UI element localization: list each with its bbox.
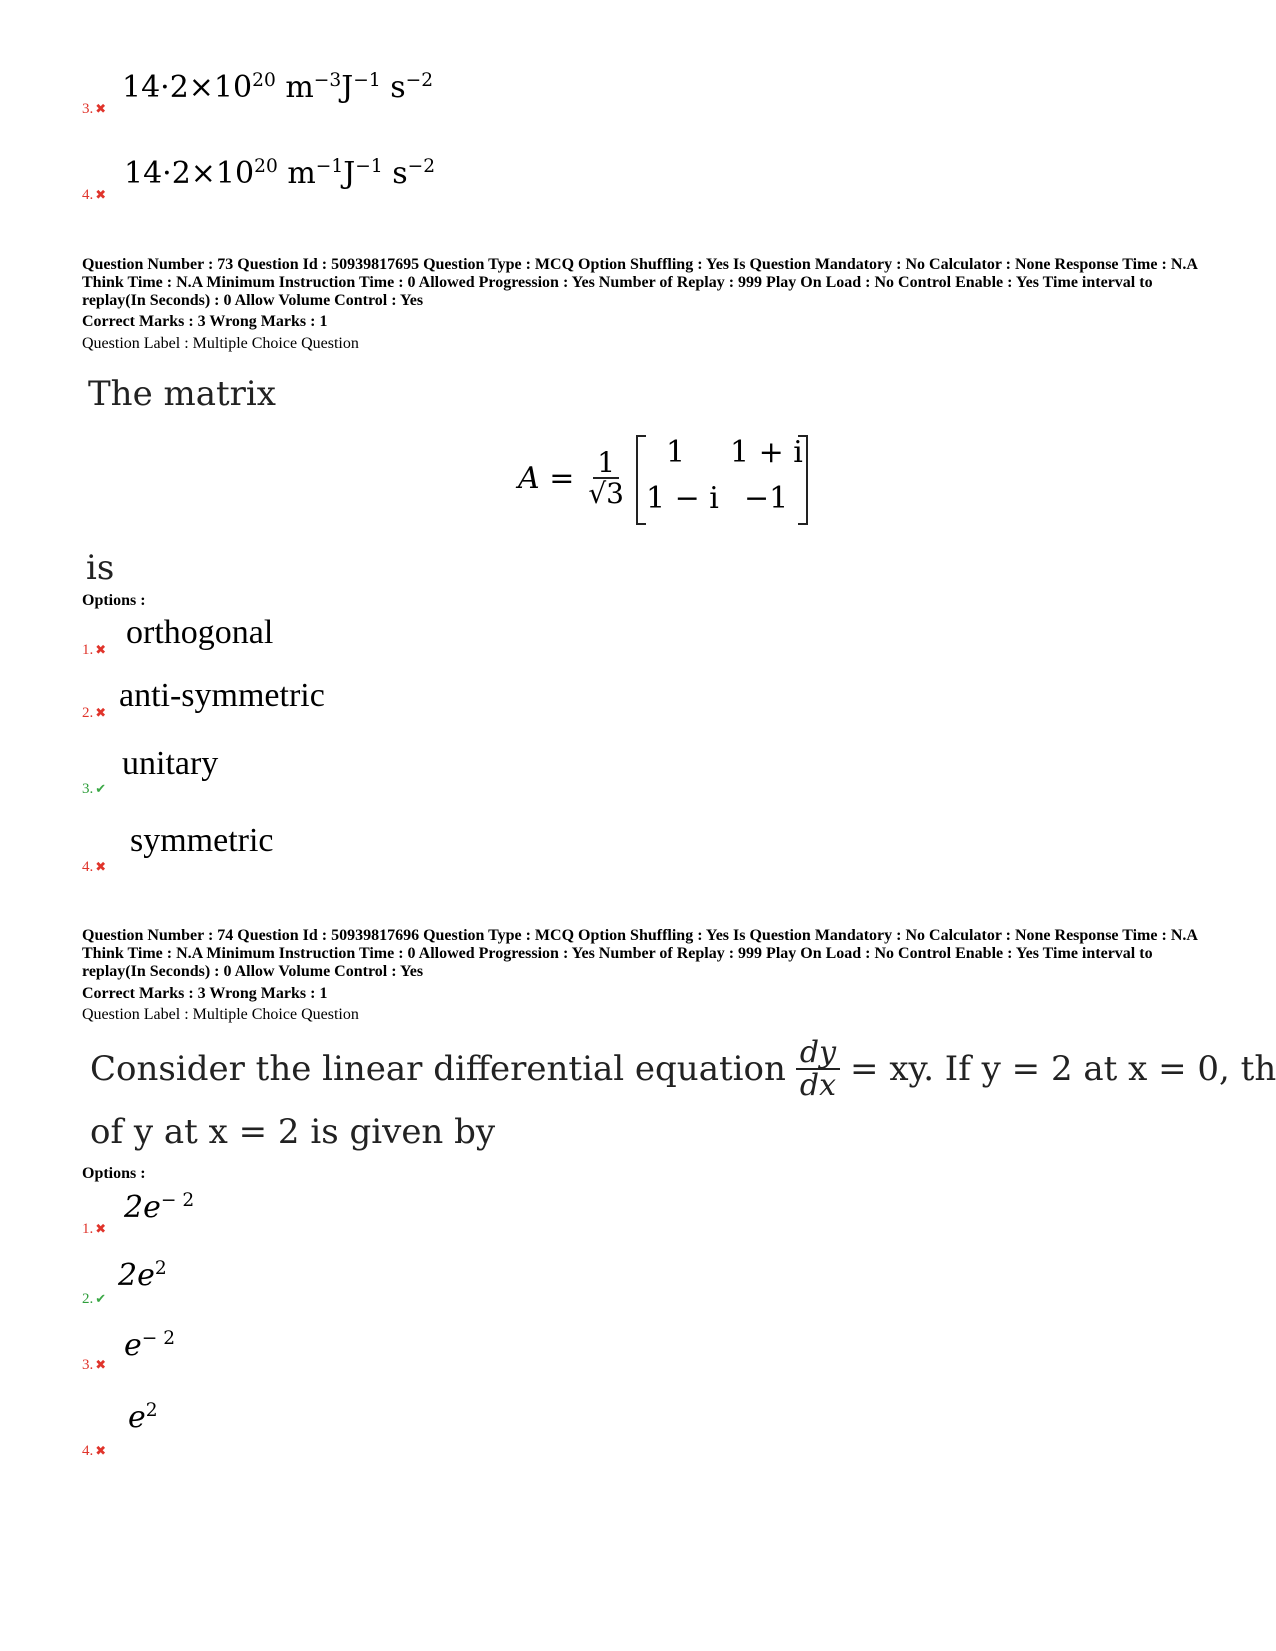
q74-meta: Question Number : 74 Question Id : 50939817696 Question Type : MCQ Option Shuffling : Yes Is Question Mandatory : No Calculator : None Response Time : N.A Think Time : N.A Minimum Instruction Time : 0 Allowed Progression : Yes Number of Replay : 999 Play On Load : No Control Enable : Yes Time interval to replay(In Seconds) : 0 Allow Volume Control : Yes	[82, 927, 1198, 980]
q73-option-2[interactable]: 2. ✖	[82, 705, 107, 721]
matrix-scalar-fraction: $\frac{1}{√3}$	[588, 445, 624, 510]
q74-marks: Correct Marks : 3 Wrong Marks : 1	[82, 985, 328, 1002]
matrix-cell-11: 1	[666, 435, 686, 470]
q73-option-3-text[interactable]: unitary	[122, 745, 219, 782]
matrix-cell-12: 1 + i	[730, 435, 803, 470]
cross-icon: ✖	[95, 859, 107, 874]
matrix-cell-21: 1 − i	[646, 481, 719, 516]
q74-option-2-text[interactable]: $2e^2$	[118, 1258, 167, 1293]
q73-option-4-text[interactable]: symmetric	[130, 822, 274, 859]
q73-option-3[interactable]: 3. ✔	[82, 781, 107, 797]
q73-marks: Correct Marks : 3 Wrong Marks : 1	[82, 313, 328, 330]
left-bracket	[636, 435, 646, 525]
q72-option-4-number: 4. ✖	[82, 187, 107, 203]
q73-label: Question Label : Multiple Choice Question	[82, 335, 359, 352]
q73-option-1[interactable]: 1. ✖	[82, 642, 107, 658]
q74-stem-line-2: of y at x = 2 is given by	[90, 1112, 496, 1152]
q73-option-2-text[interactable]: anti-symmetric	[119, 677, 325, 714]
cross-icon: ✖	[95, 101, 107, 116]
cross-icon: ✖	[95, 187, 107, 202]
q74-option-1-text[interactable]: $2e^{- 2}$	[124, 1190, 195, 1225]
cross-icon: ✖	[95, 705, 107, 720]
matrix-cell-22: −1	[744, 481, 789, 516]
q74-option-4-text[interactable]: $e^2$	[128, 1400, 158, 1435]
check-icon: ✔	[95, 781, 107, 796]
q74-stem-line-1: Consider the linear differential equation $\frac{dy}{dx}$ = xy. If y = 2 at x = 0, th	[90, 1034, 1276, 1103]
dy-dx-fraction: $\frac{dy}{dx}$	[796, 1037, 840, 1102]
q73-options-heading: Options :	[82, 592, 146, 609]
q74-options-heading: Options :	[82, 1165, 146, 1182]
cross-icon: ✖	[95, 1443, 107, 1458]
cross-icon: ✖	[95, 642, 107, 657]
q74-option-1[interactable]: 1. ✖	[82, 1221, 107, 1237]
cross-icon: ✖	[95, 1357, 107, 1372]
check-icon: ✔	[95, 1291, 107, 1306]
q73-stem-intro: The matrix	[88, 374, 276, 414]
q74-option-4[interactable]: 4. ✖	[82, 1443, 107, 1459]
q72-option-3-text: $14\cdot 2\times 10^{20}$ $m^{-3}J^{-1}$ $s^{-2}$	[122, 70, 434, 105]
q74-label: Question Label : Multiple Choice Question	[82, 1006, 359, 1023]
q72-option-3-number: 3. ✖	[82, 101, 107, 117]
matrix-body	[636, 433, 808, 523]
q74-option-2[interactable]: 2. ✔	[82, 1291, 107, 1307]
q73-matrix-equation	[518, 430, 808, 526]
q73-stem-end: is	[86, 548, 115, 588]
matrix-lhs: A =	[518, 460, 575, 496]
cross-icon: ✖	[95, 1221, 107, 1236]
q72-option-4-text: $14\cdot 2\times 10^{20}$ $m^{-1}J^{-1}$ $s^{-2}$	[124, 156, 436, 191]
q74-option-3[interactable]: 3. ✖	[82, 1357, 107, 1373]
q73-meta: Question Number : 73 Question Id : 50939817695 Question Type : MCQ Option Shuffling : Yes Is Question Mandatory : No Calculator : None Response Time : N.A Think Time : N.A Minimum Instruction Time : 0 Allowed Progression : Yes Number of Replay : 999 Play On Load : No Control Enable : Yes Time interval to replay(In Seconds) : 0 Allow Volume Control : Yes	[82, 256, 1198, 309]
q73-option-4[interactable]: 4. ✖	[82, 859, 107, 875]
q73-option-1-text[interactable]: orthogonal	[126, 614, 274, 651]
q74-option-3-text[interactable]: $e^{- 2}$	[124, 1328, 176, 1363]
